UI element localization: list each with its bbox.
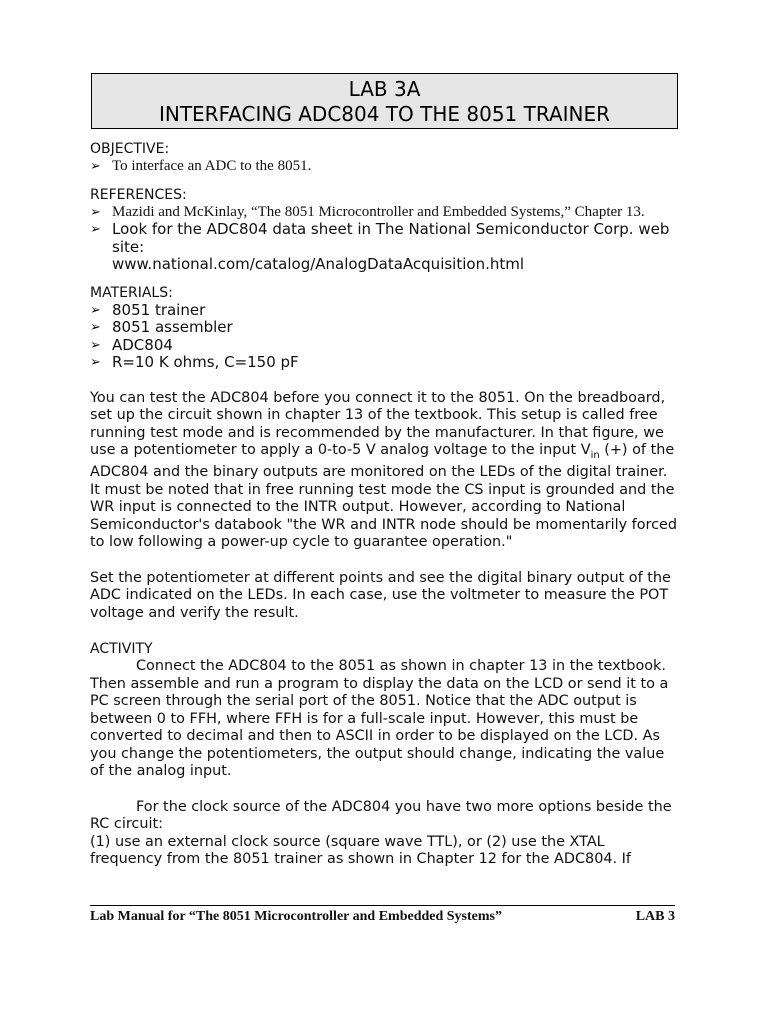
footer-lab-number: LAB 3 [635, 909, 675, 924]
list-item [90, 302, 680, 320]
arrow-bullet-icon: ➢ [90, 355, 101, 370]
lab-title-heading: INTERFACING ADC804 TO THE 8051 TRAINER [158, 102, 611, 126]
reference-text: Look for the ADC804 data sheet in The National Semiconductor Corp. web [112, 220, 670, 238]
arrow-bullet-icon: ➢ [90, 337, 101, 353]
reference-text: Mazidi and McKinlay, “The 8051 Microcontroller and Embedded Systems,” Chapter 13. [112, 203, 645, 220]
clock-source-paragraph: For the clock source of the ADC804 you have two more options beside the RC circuit: [90, 798, 672, 833]
free-running-test-paragraph: You can test the ADC804 before you connect it to the 8051. On the breadboard, set up the circuit shown in chapter 13 of the textbook. This setup is called free running test mode and is recommended by the manufacturer. In that figure, we use a potentiometer to apply a 0-to-5 V analog voltage to the input $V_{in}$ (+) of the ADC804 and the binary outputs are monitored on the LEDs of the digital trainer. It must be noted that in free running test mode the CS input is grounded and the WR input is connected to the INTR output. However, according to National Semiconductor's databook "the WR and INTR node should be momentarily forced to low following a power-up cycle to guarantee operation." [90, 389, 678, 551]
activity-paragraph: Connect the ADC804 to the 8051 as shown in chapter 13 in the textbook. Then assemble and run a program to display the data on the LCD or send it to a PC screen through the serial port of the 8051. Notice that the ADC output is between 0 to FFH, where FFH is for a full-scale input. However, this must be converted to decimal and then to ASCII in order to be displayed on the LCD. As you change the potentiometers, the output should change, indicating the value of the analog input. [90, 658, 669, 780]
objective-list [90, 158, 680, 176]
list-item [90, 337, 680, 355]
activity-heading: ACTIVITY [90, 641, 153, 658]
materials-heading: MATERIALS: [90, 284, 173, 301]
document-body [90, 140, 680, 869]
material-text: 8051 trainer [112, 300, 206, 319]
list-item [90, 319, 680, 337]
footer-manual-title: Lab Manual for “The 8051 Microcontroller and Embedded Systems” [90, 909, 502, 924]
material-text: R=10 K ohms, C=150 pF [112, 353, 299, 371]
reference-link: www.national.com/catalog/AnalogDataAcquisition.html [112, 255, 525, 273]
subscript-in: in [590, 449, 600, 461]
page-footer [90, 905, 675, 925]
lab-number-heading: LAB 3A [348, 77, 421, 101]
arrow-bullet-icon: ➢ [90, 222, 101, 237]
list-item [90, 158, 680, 176]
list-item [90, 354, 680, 372]
arrow-bullet-icon: ➢ [90, 320, 101, 335]
objective-item-text: To interface an ADC to the 8051. [112, 158, 312, 174]
references-heading: REFERENCES: [90, 186, 187, 203]
clock-source-options: (1) use an external clock source (square wave TTL), or (2) use the XTAL frequency from the 8051 trainer as shown in Chapter 12 for the ADC804. If [90, 833, 631, 868]
list-item [90, 221, 680, 274]
materials-list [90, 302, 680, 372]
objective-heading: OBJECTIVE: [90, 141, 170, 157]
list-item [90, 204, 680, 222]
lab-title-box [91, 73, 678, 129]
arrow-bullet-icon: ➢ [90, 204, 101, 220]
reference-text: site: [112, 237, 145, 256]
material-text: ADC804 [112, 335, 173, 354]
material-text: 8051 assembler [112, 318, 233, 336]
arrow-bullet-icon: ➢ [90, 159, 101, 174]
references-list [90, 204, 680, 274]
potentiometer-paragraph: Set the potentiometer at different points and see the digital binary output of the ADC indicated on the LEDs. In each case, use the voltmeter to measure the POT voltage and verify the result. [90, 569, 671, 621]
arrow-bullet-icon: ➢ [90, 302, 101, 318]
